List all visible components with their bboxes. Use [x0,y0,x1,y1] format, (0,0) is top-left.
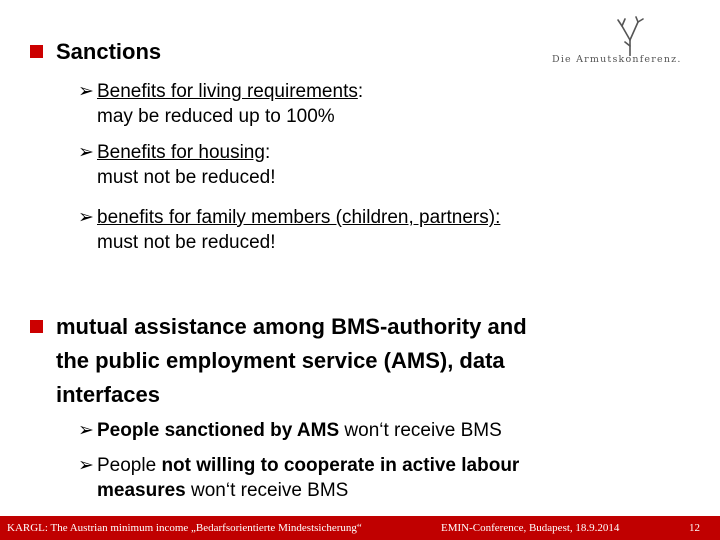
footer-bar [0,516,720,540]
item-colon: : [357,81,364,102]
section-line: the public employment service (AMS), data [56,348,505,373]
red-square-bullet-icon [30,320,43,333]
red-square-bullet-icon [30,45,43,58]
section-heading-sanctions [30,35,161,69]
list-item [78,79,363,129]
list-item [78,418,502,443]
arrow-bullet-icon: ➢ [78,142,94,163]
item-pre: People [97,455,162,476]
tree-icon [552,16,702,56]
arrow-bullet-icon: ➢ [78,455,94,476]
list-item [78,453,519,503]
list-item [78,205,500,255]
footer-center-text: EMIN-Conference, Budapest, 18.9.2014 [441,522,620,534]
section-line: mutual assistance among BMS-authority and [56,314,527,339]
arrow-bullet-icon: ➢ [78,81,94,102]
list-item [78,140,276,190]
item-label: benefits for family members (children, partners): [97,207,501,228]
item-bold: measures [97,480,186,501]
item-bold: People sanctioned by AMS [97,420,340,441]
item-colon: : [264,142,271,163]
item-detail: may be reduced up to 100% [97,106,335,127]
page-number: 12 [689,522,700,534]
arrow-bullet-icon: ➢ [78,420,94,441]
item-rest: won‘t receive BMS [185,480,349,501]
item-detail: must not be reduced! [97,167,276,188]
item-bold: not willing to cooperate in active labour [161,455,520,476]
arrow-bullet-icon: ➢ [78,207,94,228]
section-line: interfaces [56,382,160,407]
section-heading-mutual-assistance [30,310,527,412]
item-rest: won‘t receive BMS [339,420,502,441]
armutskonferenz-logo [552,16,702,72]
logo-text: Die Armutskonferenz. [552,54,682,65]
footer-left-text: KARGL: The Austrian minimum income „Bedarfsorientierte Mindestsicherung“ [7,522,362,534]
item-detail: must not be reduced! [97,232,276,253]
item-label: Benefits for housing [97,142,265,163]
item-label: Benefits for living requirements [97,81,358,102]
section-title: Sanctions [56,39,162,64]
